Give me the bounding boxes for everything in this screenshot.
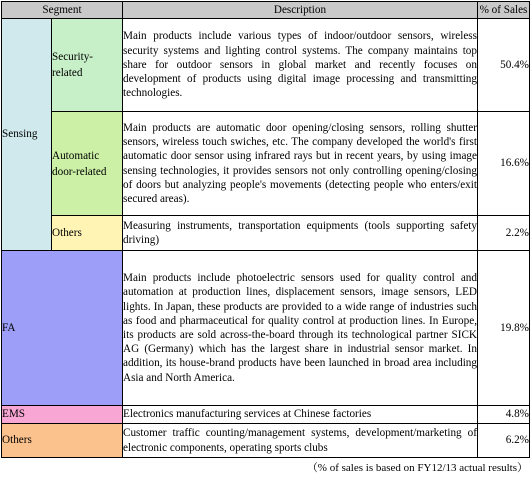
header-pct-sales: % of Sales: [478, 2, 530, 19]
table-row: [2, 406, 530, 424]
segment-ems: EMS: [2, 406, 123, 424]
table-row: [2, 251, 530, 406]
pct-fa: 19.8%: [478, 251, 530, 406]
header-row: [2, 2, 530, 19]
pct-security-related: 50.4%: [478, 19, 530, 112]
table-row: [2, 112, 530, 216]
table-row: [2, 19, 530, 112]
pct-sensing-others: 2.2%: [478, 216, 530, 251]
description-automatic-door: Main products are automatic door opening/closing sensors, rolling shutter sensors, wireless touch swiches, etc. The company developed the world's first automatic door sensor using infrared rays but in recent years, by using image sensing technologies, it provides sensors not only controlling opening/closing of doors but analyzing people's movements (detecting people who enters/exit secured areas).: [123, 112, 478, 216]
header-segment: Segment: [2, 2, 123, 19]
description-ems: Electronics manufacturing services at Chinese factories: [123, 406, 478, 424]
segment-table: [1, 1, 530, 458]
segment-fa: FA: [2, 251, 123, 406]
subsegment-security-related: Security-related: [52, 19, 123, 112]
pct-others: 6.2%: [478, 424, 530, 458]
table-row: [2, 216, 530, 251]
subsegment-sensing-others: Others: [52, 216, 123, 251]
footnote: （% of sales is based on FY12/13 actual results）: [306, 462, 528, 474]
header-description: Description: [123, 2, 478, 19]
pct-ems: 4.8%: [478, 406, 530, 424]
description-sensing-others: Measuring instruments, transportation equipments (tools supporting safety driving): [123, 216, 478, 251]
table-row: [2, 424, 530, 458]
description-security-related: Main products include various types of indoor/outdoor sensors, wireless security systems and lighting control systems. The company maintains top share for outdoor sensors in global market and recently focuses on development of products using digital image processing and transmitting technologies.: [123, 19, 478, 112]
segment-sensing: Sensing: [2, 19, 52, 251]
description-others: Customer traffic counting/management systems, development/marketing of electronic components, operating sports clubs: [123, 424, 478, 458]
description-fa: Main products include photoelectric sensors used for quality control and automation at production lines, displacement sensors, image sensors, LED lights. In Japan, these products are provided to a wide range of industries such as food and pharmaceutical for quality control at production lines. In Europe, its products are sold across-the-board through its technological partner SICK AG (Germany) which has the largest share in industrial sensor market. In addition, its house-brand products have been launched in broad area including Asia and North America.: [123, 251, 478, 406]
segment-others: Others: [2, 424, 123, 458]
pct-automatic-door: 16.6%: [478, 112, 530, 216]
subsegment-automatic-door: Automatic door-related: [52, 112, 123, 216]
